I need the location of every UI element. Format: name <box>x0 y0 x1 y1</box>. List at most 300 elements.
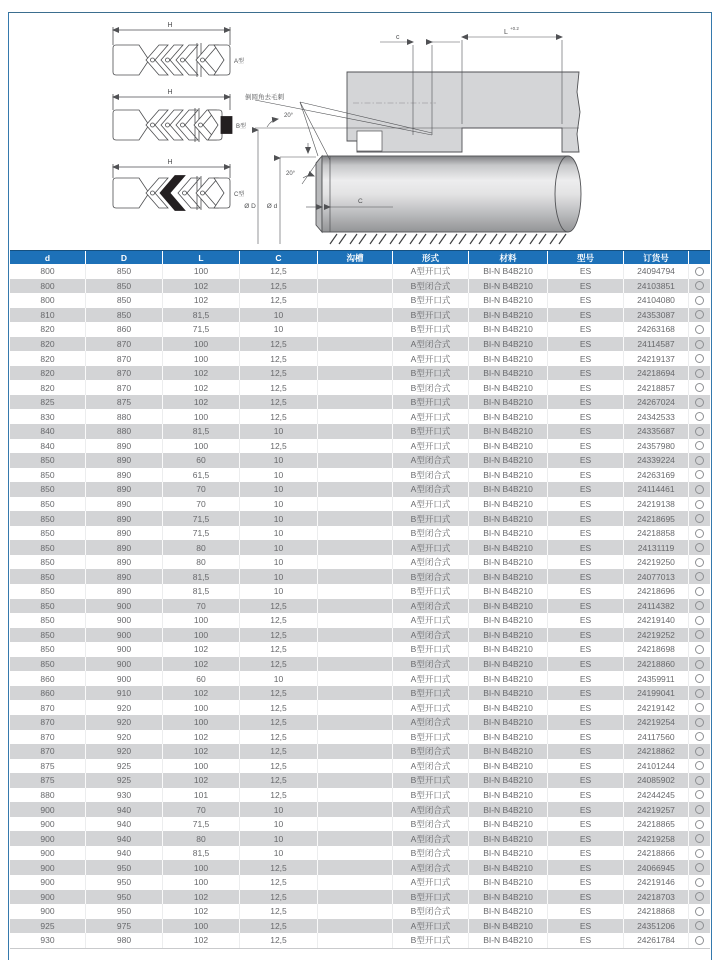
cell-order-no: 24085902 <box>623 773 688 788</box>
cell-form: A型闭合式 <box>392 337 468 352</box>
cell-C: 10 <box>239 424 317 439</box>
cell-groove <box>317 439 392 454</box>
cell-C: 10 <box>239 817 317 832</box>
table-row <box>10 599 710 614</box>
cell-D: 850 <box>85 279 162 294</box>
table-row <box>10 744 710 759</box>
table-row <box>10 540 710 555</box>
cell-order-no: 24244245 <box>623 788 688 803</box>
cell-groove <box>317 424 392 439</box>
cell-C: 10 <box>239 322 317 337</box>
cell-groove <box>317 657 392 672</box>
cell-C: 12,5 <box>239 337 317 352</box>
cell-L: 100 <box>162 337 239 352</box>
cell-d: 870 <box>40 746 55 757</box>
table-row <box>10 846 710 861</box>
cell-C: 12,5 <box>239 700 317 715</box>
cell-form: A型闭合式 <box>392 453 468 468</box>
table-row <box>10 337 710 352</box>
table-body <box>10 264 710 948</box>
cell-C: 12,5 <box>239 293 317 308</box>
cell-C: 10 <box>239 802 317 817</box>
cell-groove <box>317 671 392 686</box>
col-header-d: d <box>44 252 51 263</box>
cell-d: 875 <box>40 760 55 771</box>
cell-L: 80 <box>162 540 239 555</box>
cell-model: ES <box>547 744 623 759</box>
availability-circle <box>695 703 704 712</box>
table-row <box>10 380 710 395</box>
cell-form: B型闭合式 <box>392 744 468 759</box>
table-row <box>10 657 710 672</box>
profile-a-label: A型 <box>234 59 245 65</box>
table-row <box>10 366 710 381</box>
cell-form: A型闭合式 <box>392 860 468 875</box>
cell-form: B型闭合式 <box>392 904 468 919</box>
cell-form: B型闭合式 <box>392 846 468 861</box>
cell-C: 12,5 <box>239 395 317 410</box>
cell-material: BI-N B4B210 <box>468 802 547 817</box>
cell-L: 81,5 <box>162 846 239 861</box>
cell-L: 81,5 <box>162 424 239 439</box>
cell-d: 840 <box>40 426 55 437</box>
cell-material: BI-N B4B210 <box>468 788 547 803</box>
dim-h-label-c: H <box>167 159 173 166</box>
cell-availability <box>688 308 710 323</box>
cell-C: 10 <box>239 468 317 483</box>
cell-D: 925 <box>85 759 162 774</box>
cell-material: BI-N B4B210 <box>468 293 547 308</box>
cell-material: BI-N B4B210 <box>468 700 547 715</box>
cell-availability <box>688 351 710 366</box>
cell-material: BI-N B4B210 <box>468 424 547 439</box>
col-header-C: C <box>239 251 317 264</box>
table-row <box>10 860 710 875</box>
table-row <box>10 322 710 337</box>
cell-availability <box>688 555 710 570</box>
profile-b-diagram <box>113 89 246 142</box>
cell-groove <box>317 831 392 846</box>
cell-L: 80 <box>162 831 239 846</box>
cell-availability <box>688 409 710 424</box>
cell-L: 100 <box>162 613 239 628</box>
cell-groove <box>317 788 392 803</box>
cell-D: 940 <box>85 817 162 832</box>
cell-D: 890 <box>85 468 162 483</box>
cell-L: 100 <box>162 700 239 715</box>
cell-order-no: 24218868 <box>623 904 688 919</box>
cell-model: ES <box>547 351 623 366</box>
cell-order-no: 24101244 <box>623 759 688 774</box>
cell-order-no: 24263169 <box>623 468 688 483</box>
cell-material: BI-N B4B210 <box>468 584 547 599</box>
availability-circle <box>695 441 704 450</box>
cell-groove <box>317 773 392 788</box>
table-row <box>10 264 710 279</box>
cell-order-no: 24114461 <box>623 482 688 497</box>
cell-model: ES <box>547 599 623 614</box>
cell-C: 12,5 <box>239 890 317 905</box>
cell-availability <box>688 846 710 861</box>
cell-availability <box>688 366 710 381</box>
cell-form: B型闭合式 <box>392 279 468 294</box>
cell-groove <box>317 526 392 541</box>
gland-notch <box>357 131 382 151</box>
cell-availability <box>688 526 710 541</box>
table-row <box>10 773 710 788</box>
cell-availability <box>688 395 710 410</box>
cell-material: BI-N B4B210 <box>468 264 547 279</box>
cell-model: ES <box>547 802 623 817</box>
cell-material: BI-N B4B210 <box>468 744 547 759</box>
availability-circle <box>695 805 704 814</box>
cell-material: BI-N B4B210 <box>468 439 547 454</box>
cell-material: BI-N B4B210 <box>468 511 547 526</box>
availability-circle <box>695 587 704 596</box>
cell-form: B型开口式 <box>392 773 468 788</box>
cell-C: 12,5 <box>239 409 317 424</box>
table-row <box>10 642 710 657</box>
cell-order-no: 24077013 <box>623 569 688 584</box>
cell-groove <box>317 599 392 614</box>
cell-D: 870 <box>85 366 162 381</box>
cell-L: 100 <box>162 439 239 454</box>
cell-model: ES <box>547 773 623 788</box>
cell-C: 12,5 <box>239 642 317 657</box>
cell-form: B型闭合式 <box>392 526 468 541</box>
cell-model: ES <box>547 380 623 395</box>
cell-groove <box>317 555 392 570</box>
availability-circle <box>695 514 704 523</box>
cell-groove <box>317 395 392 410</box>
cell-D: 890 <box>85 526 162 541</box>
table-row <box>10 526 710 541</box>
cell-groove <box>317 540 392 555</box>
table-row <box>10 497 710 512</box>
cell-groove <box>317 890 392 905</box>
cell-d: 860 <box>40 688 55 699</box>
cell-C: 12,5 <box>239 351 317 366</box>
cell-model: ES <box>547 366 623 381</box>
cell-availability <box>688 657 710 672</box>
cell-material: BI-N B4B210 <box>468 875 547 890</box>
cell-L: 70 <box>162 599 239 614</box>
cell-availability <box>688 730 710 745</box>
table-row <box>10 279 710 294</box>
availability-circle <box>695 470 704 479</box>
cell-L: 71,5 <box>162 511 239 526</box>
table-row <box>10 351 710 366</box>
cell-D: 900 <box>85 657 162 672</box>
cell-d: 850 <box>40 571 55 582</box>
cell-model: ES <box>547 439 623 454</box>
cell-L: 102 <box>162 904 239 919</box>
cell-material: BI-N B4B210 <box>468 569 547 584</box>
cell-material: BI-N B4B210 <box>468 395 547 410</box>
availability-circle <box>695 310 704 319</box>
cell-model: ES <box>547 933 623 948</box>
cell-model: ES <box>547 671 623 686</box>
cell-material: BI-N B4B210 <box>468 890 547 905</box>
shaft <box>316 156 581 232</box>
cell-model: ES <box>547 613 623 628</box>
cell-form: A型开口式 <box>392 671 468 686</box>
availability-circle <box>695 761 704 770</box>
cell-availability <box>688 744 710 759</box>
cell-C: 12,5 <box>239 380 317 395</box>
cell-C: 12,5 <box>239 875 317 890</box>
cell-availability <box>688 468 710 483</box>
table-row <box>10 613 710 628</box>
dim-l-tolerance: +0.2 <box>510 26 519 31</box>
cell-material: BI-N B4B210 <box>468 657 547 672</box>
cell-groove <box>317 337 392 352</box>
cell-material: BI-N B4B210 <box>468 642 547 657</box>
table-row <box>10 409 710 424</box>
cell-L: 100 <box>162 264 239 279</box>
cell-groove <box>317 700 392 715</box>
table-row <box>10 831 710 846</box>
housing <box>347 72 580 152</box>
cell-form: A型开口式 <box>392 613 468 628</box>
cell-material: BI-N B4B210 <box>468 715 547 730</box>
cell-d: 900 <box>40 862 55 873</box>
cell-material: BI-N B4B210 <box>468 686 547 701</box>
cell-form: B型开口式 <box>392 366 468 381</box>
cell-order-no: 24263168 <box>623 322 688 337</box>
cell-order-no: 24219254 <box>623 715 688 730</box>
cell-form: B型开口式 <box>392 686 468 701</box>
cell-C: 12,5 <box>239 715 317 730</box>
cell-order-no: 24218695 <box>623 511 688 526</box>
cell-L: 102 <box>162 395 239 410</box>
availability-circle <box>695 718 704 727</box>
table-row <box>10 628 710 643</box>
table-row <box>10 715 710 730</box>
cell-availability <box>688 890 710 905</box>
table-row <box>10 686 710 701</box>
cell-form: A型开口式 <box>392 351 468 366</box>
cell-order-no: 24219140 <box>623 613 688 628</box>
cell-model: ES <box>547 642 623 657</box>
cell-C: 12,5 <box>239 860 317 875</box>
cell-material: BI-N B4B210 <box>468 497 547 512</box>
cell-d: 840 <box>40 440 55 451</box>
cell-L: 102 <box>162 366 239 381</box>
cell-groove <box>317 744 392 759</box>
availability-circle <box>695 456 704 465</box>
cell-form: A型闭合式 <box>392 715 468 730</box>
cell-L: 102 <box>162 773 239 788</box>
cell-C: 10 <box>239 540 317 555</box>
cell-order-no: 24351206 <box>623 919 688 934</box>
cell-availability <box>688 322 710 337</box>
cell-material: BI-N B4B210 <box>468 322 547 337</box>
cell-form: A型闭合式 <box>392 555 468 570</box>
black-end-ring <box>221 117 232 134</box>
cell-form: B型开口式 <box>392 788 468 803</box>
cell-L: 80 <box>162 555 239 570</box>
cell-model: ES <box>547 482 623 497</box>
cell-model: ES <box>547 875 623 890</box>
dim-c-bottom-label: C <box>358 198 363 205</box>
availability-circle <box>695 427 704 436</box>
angle-chamfer-label: 20° <box>286 171 296 177</box>
cell-d: 880 <box>40 789 55 800</box>
cell-D: 950 <box>85 875 162 890</box>
size-table <box>10 250 710 949</box>
cell-order-no: 24218860 <box>623 657 688 672</box>
cell-L: 81,5 <box>162 569 239 584</box>
cell-groove <box>317 759 392 774</box>
cell-L: 102 <box>162 657 239 672</box>
dim-h-label-a: H <box>167 22 173 29</box>
cell-C: 10 <box>239 846 317 861</box>
cell-model: ES <box>547 730 623 745</box>
cell-groove <box>317 497 392 512</box>
cell-C: 12,5 <box>239 773 317 788</box>
table-row <box>10 919 710 934</box>
cell-D: 910 <box>85 686 162 701</box>
cell-L: 102 <box>162 744 239 759</box>
cell-C: 12,5 <box>239 788 317 803</box>
cell-d: 870 <box>40 717 55 728</box>
cell-order-no: 24219137 <box>623 351 688 366</box>
cell-C: 12,5 <box>239 657 317 672</box>
cell-form: A型开口式 <box>392 264 468 279</box>
cell-order-no: 24199041 <box>623 686 688 701</box>
availability-circle <box>695 921 704 930</box>
cell-D: 930 <box>85 788 162 803</box>
cell-groove <box>317 482 392 497</box>
cell-groove <box>317 351 392 366</box>
cell-C: 10 <box>239 831 317 846</box>
cell-availability <box>688 919 710 934</box>
cell-groove <box>317 802 392 817</box>
cell-groove <box>317 293 392 308</box>
cell-groove <box>317 875 392 890</box>
cell-d: 830 <box>40 411 55 422</box>
cell-groove <box>317 919 392 934</box>
cell-C: 12,5 <box>239 279 317 294</box>
table-row <box>10 482 710 497</box>
cell-material: BI-N B4B210 <box>468 453 547 468</box>
cell-order-no: 24218703 <box>623 890 688 905</box>
cell-model: ES <box>547 628 623 643</box>
cell-availability <box>688 439 710 454</box>
availability-circle <box>695 630 704 639</box>
cell-form: B型开口式 <box>392 395 468 410</box>
cell-availability <box>688 293 710 308</box>
cell-model: ES <box>547 817 623 832</box>
cell-order-no: 24219250 <box>623 555 688 570</box>
cell-D: 880 <box>85 424 162 439</box>
cell-availability <box>688 773 710 788</box>
cell-L: 102 <box>162 642 239 657</box>
cell-L: 102 <box>162 380 239 395</box>
cell-model: ES <box>547 759 623 774</box>
cell-C: 10 <box>239 497 317 512</box>
cell-order-no: 24219257 <box>623 802 688 817</box>
cell-form: B型闭合式 <box>392 657 468 672</box>
cell-model: ES <box>547 424 623 439</box>
cell-d: 925 <box>40 920 55 931</box>
availability-circle <box>695 790 704 799</box>
cell-L: 81,5 <box>162 308 239 323</box>
cell-order-no: 24261784 <box>623 933 688 948</box>
cell-D: 890 <box>85 555 162 570</box>
cell-L: 70 <box>162 497 239 512</box>
cell-material: BI-N B4B210 <box>468 817 547 832</box>
cell-form: B型开口式 <box>392 933 468 948</box>
availability-circle <box>695 776 704 785</box>
cell-form: A型开口式 <box>392 497 468 512</box>
table-row <box>10 700 710 715</box>
cell-C: 12,5 <box>239 439 317 454</box>
cell-form: A型闭合式 <box>392 482 468 497</box>
cell-material: BI-N B4B210 <box>468 613 547 628</box>
cell-L: 102 <box>162 730 239 745</box>
cell-availability <box>688 569 710 584</box>
cell-form: A型开口式 <box>392 409 468 424</box>
cell-d: 820 <box>40 382 55 393</box>
cell-availability <box>688 860 710 875</box>
cell-d: 900 <box>40 877 55 888</box>
cell-model: ES <box>547 555 623 570</box>
cell-order-no: 24342533 <box>623 409 688 424</box>
cell-D: 875 <box>85 395 162 410</box>
cell-form: A型开口式 <box>392 875 468 890</box>
cell-form: A型开口式 <box>392 700 468 715</box>
cell-form: B型开口式 <box>392 730 468 745</box>
cell-model: ES <box>547 511 623 526</box>
cell-form: A型开口式 <box>392 439 468 454</box>
col-header-groove: 沟槽 <box>317 251 392 264</box>
cell-availability <box>688 599 710 614</box>
cell-form: A型闭合式 <box>392 628 468 643</box>
cell-d: 875 <box>40 775 55 786</box>
cell-D: 890 <box>85 540 162 555</box>
cell-C: 10 <box>239 308 317 323</box>
cell-groove <box>317 366 392 381</box>
cell-availability <box>688 671 710 686</box>
cell-material: BI-N B4B210 <box>468 831 547 846</box>
cell-model: ES <box>547 584 623 599</box>
col-header-form: 形式 <box>392 251 468 264</box>
availability-circle <box>695 354 704 363</box>
cell-order-no: 24103851 <box>623 279 688 294</box>
cell-D: 890 <box>85 569 162 584</box>
cell-D: 980 <box>85 933 162 948</box>
cell-material: BI-N B4B210 <box>468 279 547 294</box>
table-row <box>10 424 710 439</box>
cell-order-no: 24066945 <box>623 860 688 875</box>
availability-circle <box>695 543 704 552</box>
cell-d: 860 <box>40 673 55 684</box>
availability-circle <box>695 281 704 290</box>
cell-D: 920 <box>85 715 162 730</box>
table-row <box>10 395 710 410</box>
profile-a-diagram <box>113 22 244 77</box>
cell-form: B型闭合式 <box>392 569 468 584</box>
cell-groove <box>317 628 392 643</box>
cell-material: BI-N B4B210 <box>468 380 547 395</box>
cell-order-no: 24219138 <box>623 497 688 512</box>
availability-circle <box>695 601 704 610</box>
cell-availability <box>688 497 710 512</box>
cell-D: 900 <box>85 642 162 657</box>
cell-D: 870 <box>85 351 162 366</box>
